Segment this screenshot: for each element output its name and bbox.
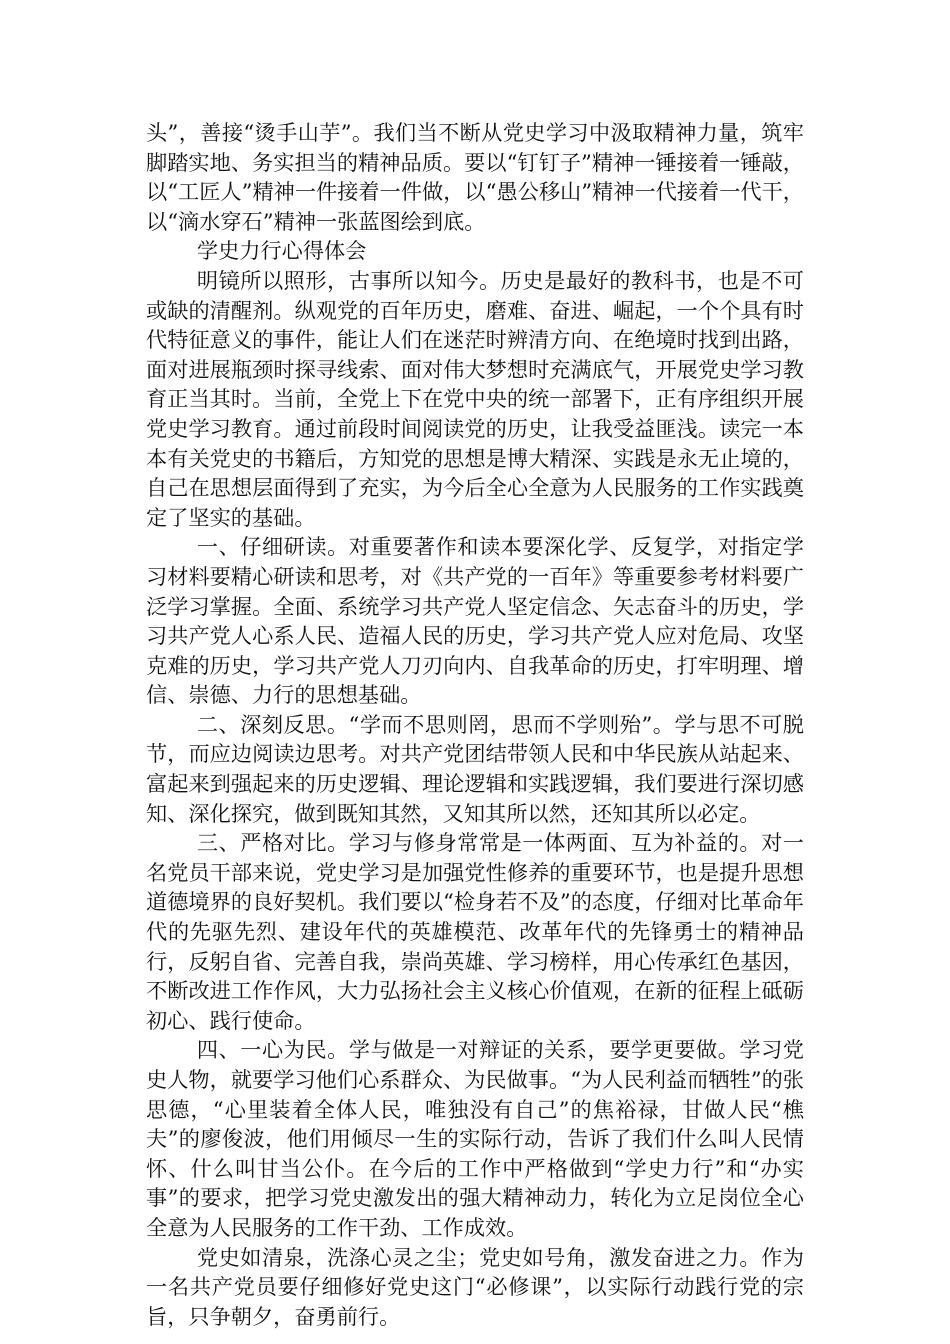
document-page [146,118,804,1331]
paragraph-intro: 明镜所以照形，古事所以知今。历史是最好的教科书，也是不可或缺的清醒剂。纵观党的百年历史，磨难、奋进、崛起，一个个具有时代特征意义的事件，能让人们在迷茫时辨清方向、在绝境时找到出路，面对进展瓶颈时探寻线索、面对伟大梦想时充满底气，开展党史学习教育正当其时。当前，全党上下在党中央的统一部署下，正有序组织开展党史学习教育。通过前段时间阅读党的历史，让我受益匪浅。读完一本本有关党史的书籍后，方知党的思想是博大精深、实践是永无止境的，自己在思想层面得到了充实，为今后全心全意为人民服务的工作实践奠定了坚实的基础。 [146,267,804,530]
paragraph-point-2: 二、深刻反思。“学而不思则罔，思而不学则殆”。学与思不可脱节，而应边阅读边思考。对共产党团结带领人民和中华民族从站起来、富起来到强起来的历史逻辑、理论逻辑和实践逻辑，我们要进行深切感知、深化探究，做到既知其然，又知其所以然，还知其所以必定。 [146,711,804,826]
paragraph-point-4: 四、一心为民。学与做是一对辩证的关系，要学更要做。学习党史人物，就要学习他们心系群众、为民做事。“为人民利益而牺牲”的张思德，“心里装着全体人民，唯独没有自己”的焦裕禄，甘做人民“樵夫”的廖俊波，他们用倾尽一生的实际行动，告诉了我们什么叫人民情怀、什么叫甘当公仆。在今后的工作中严格做到“学史力行”和“办实事”的要求，把学习党史激发出的强大精神动力，转化为立足岗位全心全意为人民服务的工作干劲、工作成效。 [146,1037,804,1240]
paragraph-point-1: 一、仔细研读。对重要著作和读本要深化学、反复学，对指定学习材料要精心研读和思考，对《共产党的一百年》等重要参考材料要广泛学习掌握。全面、系统学习共产党人坚定信念、矢志奋斗的历史，学习共产党人心系人民、造福人民的历史，学习共产党人应对危局、攻坚克难的历史，学习共产党人刀刃向内、自我革命的历史，打牢明理、增信、崇德、力行的思想基础。 [146,534,804,708]
paragraph-continuation: 头”，善接“烫手山芋”。我们当不断从党史学习中汲取精神力量，筑牢脚踏实地、务实担当的精神品质。要以“钉钉子”精神一锤接着一锤敲，以“工匠人”精神一件接着一件做，以“愚公移山”精神一代接着一代干，以“滴水穿石”精神一张蓝图绘到底。 [146,120,804,234]
paragraph-conclusion: 党史如清泉，洗涤心灵之尘；党史如号角，激发奋进之力。作为一名共产党员要仔细修好党史这门“必修课”，以实际行动践行党的宗旨，只争朝夕，奋勇前行。 [146,1244,804,1329]
section-title: 学史力行心得体会 [196,238,367,264]
paragraph-point-3: 三、严格对比。学习与修身常常是一体两面、互为补益的。对一名党员干部来说，党史学习是加强党性修养的重要环节，也是提升思想道德境界的良好契机。我们要以“检身若不及”的态度，仔细对比革命年代的先驱先烈、建设年代的英雄模范、改革年代的先锋勇士的精神品行，反躬自省、完善自我，崇尚英雄、学习榜样，用心传承红色基因，不断改进工作作风，大力弘扬社会主义核心价值观，在新的征程上砥砺初心、践行使命。 [146,830,804,1033]
